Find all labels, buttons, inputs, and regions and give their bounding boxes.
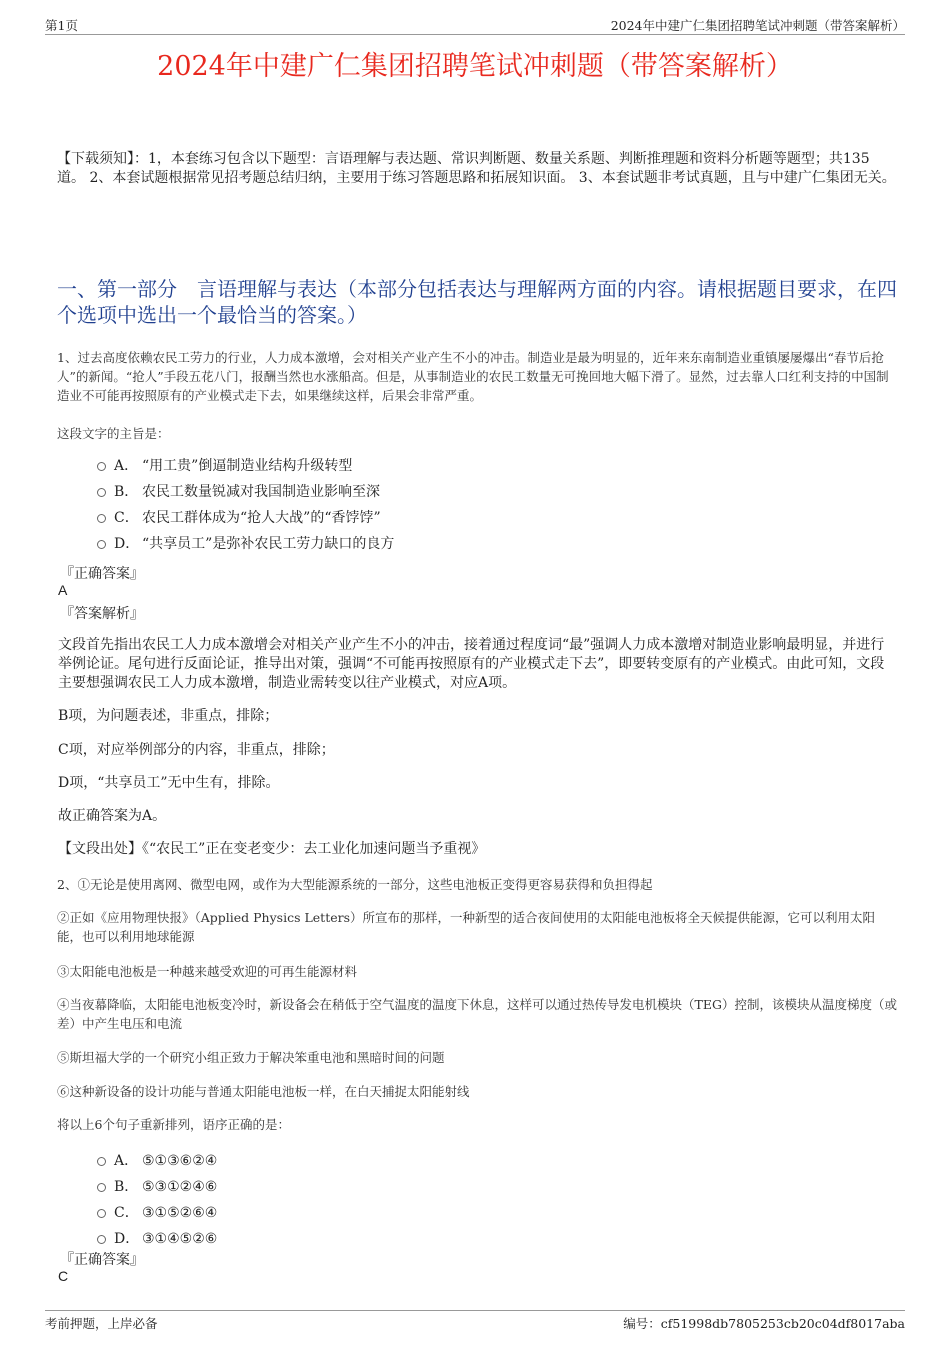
- q1-analysis-d: D项，“共享员工”无中生有，排除。: [58, 775, 280, 791]
- q1-option-c[interactable]: C． 农民工群体成为“抢人大战”的“香饽饽”: [97, 505, 394, 531]
- page-title: 2024年中建广仁集团招聘笔试冲刺题（带答案解析）: [157, 51, 793, 82]
- q1-option-b[interactable]: B． 农民工数量锐减对我国制造业影响至深: [97, 479, 394, 505]
- radio-icon[interactable]: [97, 540, 106, 549]
- footer-slogan: 考前押题，上岸必备: [45, 1316, 158, 1331]
- q1-conclusion: 故正确答案为A。: [58, 808, 167, 824]
- q2-answer-label: 『正确答案』: [60, 1252, 144, 1268]
- section-heading: 一、第一部分 言语理解与表达（本部分包括表达与理解两方面的内容。请根据题目要求，在四个选项中选出一个最恰当的答案。）: [57, 277, 897, 327]
- radio-icon[interactable]: [97, 488, 106, 497]
- radio-icon[interactable]: [97, 1209, 106, 1218]
- download-notice: 【下载须知】：1，本套练习包含以下题型：言语理解与表达题、常识判断题、数量关系题、判断推理题和资料分析题等题型；共135道。 2、本套试题根据常见招考题总结归纳，主要用于练习答题思路和拓展知识面。 3、本套试题非考试真题，且与中建广仁集团无关。: [57, 151, 896, 186]
- page-header: [45, 14, 905, 35]
- q2-prompt: 将以上6个句子重新排列，语序正确的是：: [57, 1117, 290, 1132]
- q1-analysis-label: 『答案解析』: [60, 606, 144, 622]
- radio-icon[interactable]: [97, 462, 106, 471]
- q2-sentence-5: ⑤斯坦福大学的一个研究小组正致力于解决笨重电池和黑暗时间的问题: [57, 1050, 445, 1065]
- q2-option-d[interactable]: D． ③①④⑤②⑥: [97, 1226, 217, 1252]
- page-footer: [45, 1310, 905, 1331]
- q2-sentence-4: ④当夜幕降临，太阳能电池板变冷时，新设备会在稍低于空气温度的温度下休息，这样可以通过热传导发电机模块（TEG）控制，该模块从温度梯度（或差）中产生电压和电流: [57, 997, 897, 1031]
- q2-sentence-6: ⑥这种新设备的设计功能与普通太阳能电池板一样，在白天捕捉太阳能射线: [57, 1084, 470, 1099]
- q2-sentence-3: ③太阳能电池板是一种越来越受欢迎的可再生能源材料: [57, 964, 358, 979]
- q2-option-b[interactable]: B． ⑤③①②④⑥: [97, 1174, 217, 1200]
- radio-icon[interactable]: [97, 514, 106, 523]
- q1-analysis: 文段首先指出农民工人力成本激增会对相关产业产生不小的冲击，接着通过程度词“最”强调人力成本激增对制造业影响最明显，并进行举例论证。尾句进行反面论证，推导出对策，强调“不可能再按照原有的产业模式走下去”，即要转变原有的产业模式。由此可知，文段主要想强调农民工人力成本激增，制造业需转变以往产业模式，对应A项。: [58, 637, 885, 691]
- q2-sentence-1: 2、①无论是使用离网、微型电网，或作为大型能源系统的一部分，这些电池板正变得更容易获得和负担得起: [57, 877, 653, 892]
- radio-icon[interactable]: [97, 1183, 106, 1192]
- q1-stem: 1、过去高度依赖农民工劳力的行业，人力成本激增，会对相关产业产生不小的冲击。制造业是最为明显的，近年来东南制造业重镇屡屡爆出“春节后抢人”的新闻。“抢人”手段五花八门，报酬当然也水涨船高。但是，从事制造业的农民工数量无可挽回地大幅下滑了。显然，过去靠人口红利支持的中国制造业不可能再按照原有的产业模式走下去，如果继续这样，后果会非常严重。: [57, 350, 889, 403]
- q1-analysis-c: C项，对应举例部分的内容，非重点，排除；: [58, 742, 335, 758]
- page-number: 第1页: [45, 18, 78, 33]
- q1-prompt: 这段文字的主旨是：: [57, 426, 170, 441]
- radio-icon[interactable]: [97, 1235, 106, 1244]
- q2-option-a[interactable]: A． ⑤①③⑥②④: [97, 1148, 217, 1174]
- q2-option-c[interactable]: C． ③①⑤②⑥④: [97, 1200, 217, 1226]
- q2-answer: C: [58, 1268, 69, 1284]
- q1-answer-label: 『正确答案』: [60, 566, 144, 582]
- q2-sentence-2: ②正如《应用物理快报》（Applied Physics Letters）所宣布的那样，一种新型的适合夜间使用的太阳能电池板将全天候提供能源，它可以利用太阳能，也可以利用地球能源: [57, 910, 876, 944]
- q1-analysis-b: B项，为问题表述，非重点，排除；: [58, 708, 279, 724]
- footer-code: 编号：cf51998db7805253cb20c04df8017aba: [623, 1316, 905, 1331]
- q1-options: [97, 453, 394, 557]
- q2-options: [97, 1148, 217, 1252]
- radio-icon[interactable]: [97, 1157, 106, 1166]
- header-doc-title: 2024年中建广仁集团招聘笔试冲刺题（带答案解析）: [610, 18, 905, 33]
- q1-source: 【文段出处】《“农民工”正在变老变少：去工业化加速问题当予重视》: [58, 841, 486, 857]
- q1-option-a[interactable]: A． “用工贵”倒逼制造业结构升级转型: [97, 453, 394, 479]
- q1-option-d[interactable]: D． “共享员工”是弥补农民工劳力缺口的良方: [97, 531, 394, 557]
- q1-answer: A: [58, 582, 68, 598]
